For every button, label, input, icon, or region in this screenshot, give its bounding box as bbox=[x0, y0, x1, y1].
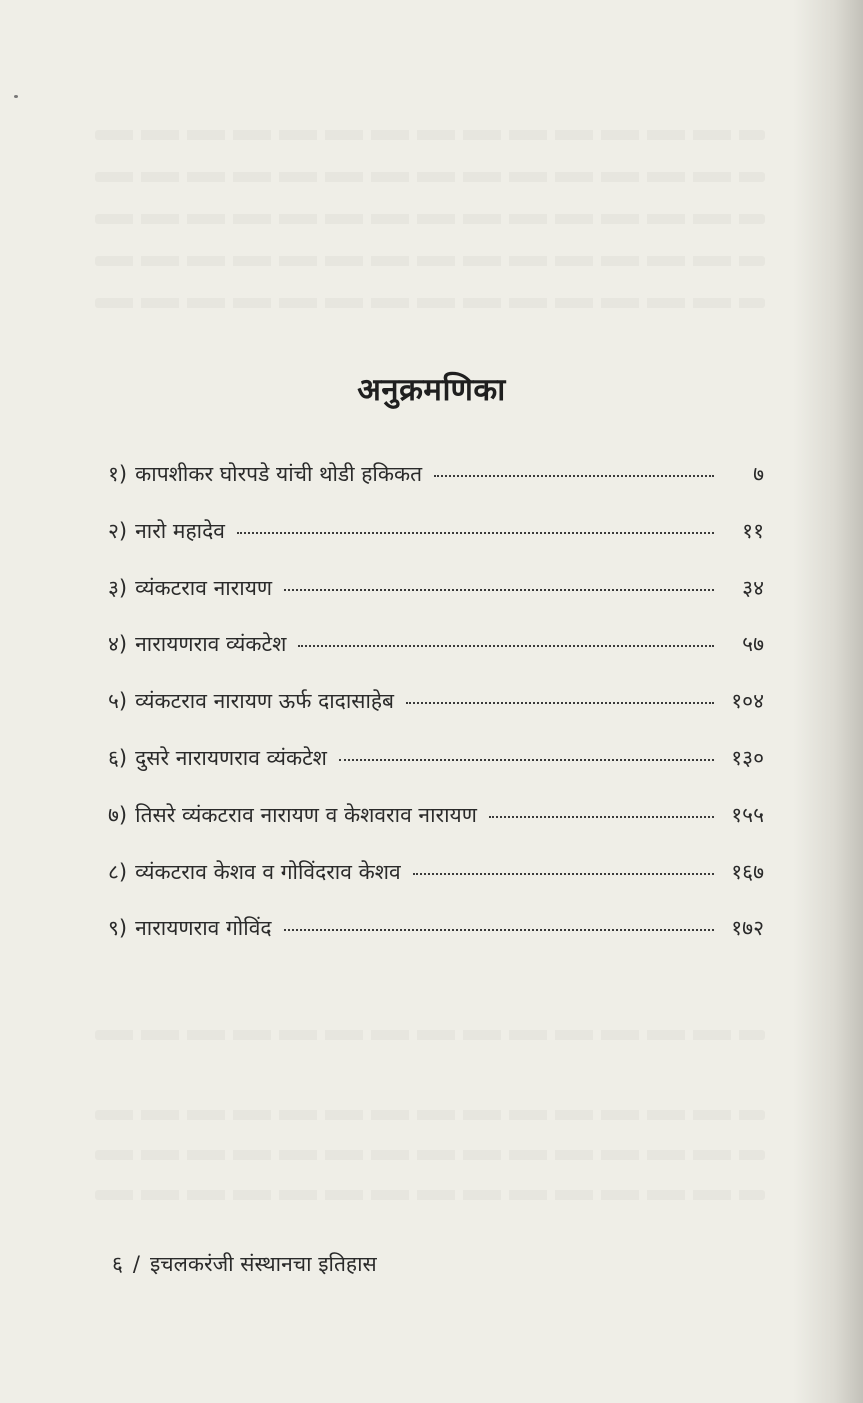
toc-entry-page: १७२ bbox=[731, 916, 764, 941]
page-title: अनुक्रमणिका bbox=[357, 372, 506, 408]
toc-entry-label: नारो महादेव bbox=[135, 518, 225, 543]
toc-entry-label: नारायणराव गोविंद bbox=[135, 916, 272, 941]
footer-separator: / bbox=[132, 1252, 140, 1276]
toc-entry-page: ७ bbox=[753, 462, 764, 486]
toc-entry-label: व्यंकटराव नारायण bbox=[135, 575, 273, 600]
toc-entry-number: ८) bbox=[108, 859, 128, 884]
bleed-through-line bbox=[95, 1030, 765, 1040]
toc-entry-number: ९) bbox=[108, 916, 128, 941]
bleed-through-line bbox=[95, 172, 765, 182]
bleed-through-line bbox=[95, 1190, 765, 1200]
toc-entry[interactable] bbox=[108, 574, 764, 631]
bleed-through-line bbox=[95, 1150, 765, 1160]
toc-entry-label: व्यंकटराव नारायण ऊर्फ दादासाहेब bbox=[135, 689, 395, 714]
footer-book-title: इचलकरंजी संस्थानचा इतिहास bbox=[150, 1252, 377, 1276]
bleed-through-line bbox=[95, 130, 765, 140]
toc-entry-label: तिसरे व्यंकटराव नारायण व केशवराव नारायण bbox=[135, 802, 477, 827]
bleed-through-line bbox=[95, 214, 765, 224]
table-of-contents bbox=[108, 460, 764, 971]
bleed-through-line bbox=[95, 256, 765, 266]
page-edge-shadow bbox=[793, 0, 863, 1403]
paper-speck bbox=[14, 95, 18, 98]
toc-entry-page: ५७ bbox=[742, 632, 764, 657]
toc-entry[interactable] bbox=[108, 801, 764, 858]
toc-entry-number: १) bbox=[108, 462, 128, 486]
toc-entry-label: व्यंकटराव केशव व गोविंदराव केशव bbox=[135, 859, 401, 884]
toc-entry-page: १५५ bbox=[731, 802, 764, 827]
dot-leader bbox=[284, 589, 714, 591]
toc-entry-number: २) bbox=[108, 518, 128, 543]
dot-leader bbox=[339, 759, 714, 761]
toc-entry-number: ३) bbox=[108, 575, 128, 600]
bleed-through-line bbox=[95, 1110, 765, 1120]
toc-entry-page: १०४ bbox=[731, 689, 764, 714]
toc-entry-number: ७) bbox=[108, 802, 128, 827]
dot-leader bbox=[284, 929, 714, 931]
toc-entry-label: नारायणराव व्यंकटेश bbox=[135, 632, 287, 657]
toc-entry-label: कापशीकर घोरपडे यांची थोडी हकिकत bbox=[135, 462, 423, 486]
toc-entry[interactable] bbox=[108, 858, 764, 915]
dot-leader bbox=[434, 475, 714, 477]
page-footer bbox=[112, 1250, 377, 1278]
toc-entry[interactable] bbox=[108, 630, 764, 687]
toc-entry-page: १३० bbox=[731, 745, 764, 770]
toc-entry[interactable] bbox=[108, 460, 764, 517]
dot-leader bbox=[298, 645, 714, 647]
toc-entry-number: ६) bbox=[108, 745, 128, 770]
dot-leader bbox=[237, 532, 714, 534]
toc-entry-page: ३४ bbox=[742, 575, 764, 600]
toc-entry[interactable] bbox=[108, 517, 764, 574]
toc-entry-label: दुसरे नारायणराव व्यंकटेश bbox=[135, 745, 327, 770]
footer-page-number: ६ bbox=[112, 1252, 123, 1276]
toc-entry-number: ४) bbox=[108, 632, 128, 657]
dot-leader bbox=[406, 702, 714, 704]
toc-entry[interactable] bbox=[108, 914, 764, 971]
dot-leader bbox=[413, 873, 714, 875]
bleed-through-line bbox=[95, 298, 765, 308]
toc-entry-number: ५) bbox=[108, 689, 128, 714]
dot-leader bbox=[489, 816, 714, 818]
toc-entry[interactable] bbox=[108, 687, 764, 744]
toc-entry[interactable] bbox=[108, 744, 764, 801]
toc-entry-page: १६७ bbox=[731, 859, 764, 884]
toc-entry-page: ११ bbox=[742, 518, 764, 543]
